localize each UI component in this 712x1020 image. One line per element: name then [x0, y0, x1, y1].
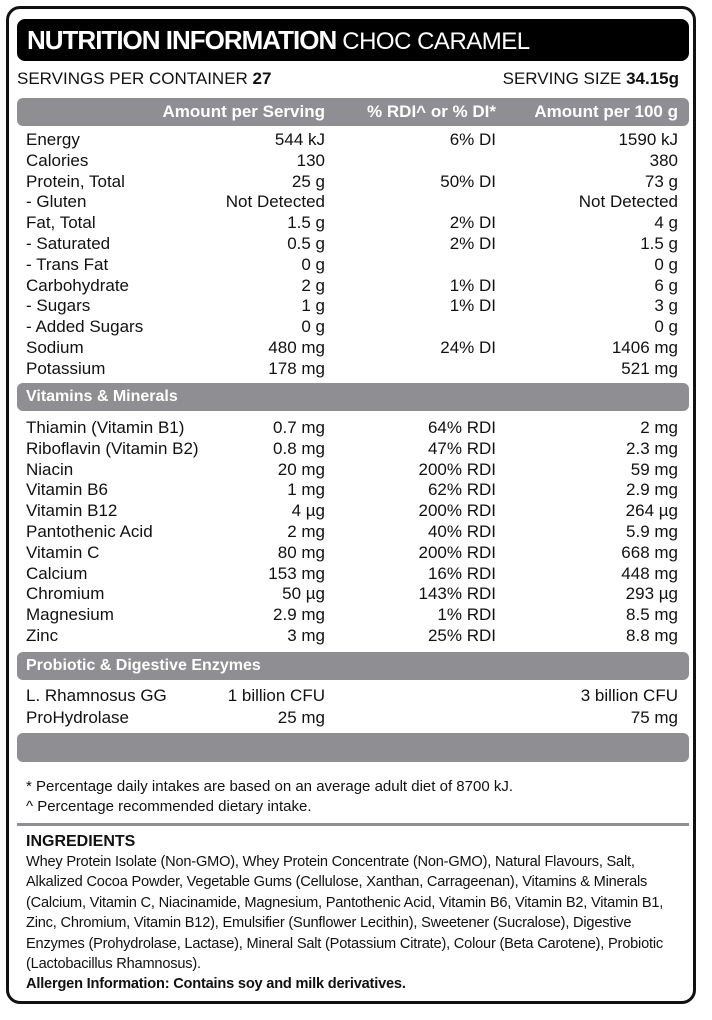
amount-per-100g: 4 g	[654, 213, 678, 233]
percent-rdi: 25% RDI	[427, 626, 496, 645]
amount-per-serving: 50 µg	[282, 584, 325, 604]
ingredients-block	[26, 832, 690, 994]
table-row	[17, 438, 689, 459]
amount-per-100g: 448 mg	[621, 563, 678, 583]
allergen-information: Allergen Information: Contains soy and milk derivatives.	[26, 976, 406, 993]
table-row	[17, 417, 689, 438]
table-row	[17, 295, 689, 316]
amount-per-serving: 0.5 g	[287, 234, 325, 253]
amount-per-serving: 1.5 g	[287, 213, 325, 233]
probiotic-section-header: Probiotic & Digestive Enzymes	[17, 652, 689, 680]
amount-per-serving: 0 g	[301, 254, 325, 274]
percent-rdi: 50% DI	[440, 171, 496, 191]
nutrient-name: - Added Sugars	[26, 317, 144, 337]
amount-per-serving: 25 mg	[277, 708, 325, 727]
nutrient-name: Fat, Total	[26, 213, 96, 233]
amount-per-serving: 480 mg	[268, 338, 325, 357]
amount-per-100g: 264 µg	[625, 501, 678, 521]
percent-rdi: 200% RDI	[418, 459, 496, 479]
percent-rdi: 2% DI	[449, 213, 496, 233]
nutrient-name: Riboflavin (Vitamin B2)	[26, 438, 199, 458]
nutrient-name: Sodium	[26, 338, 84, 357]
table-row	[17, 212, 689, 233]
nutrient-name: - Sugars	[26, 296, 91, 316]
title-bar	[17, 19, 689, 61]
percent-rdi: 62% RDI	[427, 480, 496, 500]
table-row	[17, 171, 689, 192]
amount-per-100g: Not Detected	[578, 192, 678, 212]
footnote-rdi: ^ Percentage recommended dietary intake.	[26, 798, 312, 815]
amount-per-serving: 25 g	[291, 171, 325, 191]
vitamins-section-header: Vitamins & Minerals	[17, 383, 689, 411]
flavour-name: CHOC CARAMEL	[342, 28, 530, 55]
table-row	[17, 358, 689, 379]
footnote-di: * Percentage daily intakes are based on an average adult diet of 8700 kJ.	[26, 778, 513, 795]
nutrient-name: ProHydrolase	[26, 708, 129, 727]
amount-per-serving: 4 µg	[291, 501, 325, 521]
amount-per-100g: 0 g	[654, 317, 678, 337]
column-header-per-serving: Amount per Serving	[162, 102, 325, 121]
amount-per-100g: 5.9 mg	[626, 522, 678, 541]
column-header-rdi: % RDI^ or % DI*	[367, 102, 496, 121]
nutrient-name: Niacin	[26, 459, 74, 479]
percent-rdi: 64% RDI	[427, 418, 496, 437]
column-header-per-100g: Amount per 100 g	[534, 102, 678, 121]
amount-per-100g: 521 mg	[621, 358, 678, 378]
table-row	[17, 542, 689, 563]
amount-per-serving: 2 mg	[287, 522, 325, 541]
amount-per-100g: 8.5 mg	[626, 605, 678, 625]
amount-per-serving: 1 g	[301, 296, 325, 316]
nutrient-name: - Saturated	[26, 234, 111, 253]
servings-row	[17, 69, 679, 91]
percent-rdi: 143% RDI	[418, 584, 496, 604]
nutrient-name: Calcium	[26, 563, 88, 583]
percent-rdi: 24% DI	[440, 338, 496, 357]
amount-per-100g: 1406 mg	[611, 338, 678, 357]
amount-per-serving: 80 mg	[277, 542, 325, 562]
nutrient-name: Magnesium	[26, 605, 114, 625]
nutrient-name: Zinc	[26, 626, 59, 645]
amount-per-serving: 1 mg	[287, 480, 325, 500]
nutrient-name: Potassium	[26, 358, 106, 378]
amount-per-serving: 130	[296, 150, 325, 170]
amount-per-serving: 0.8 mg	[273, 438, 325, 458]
nutrient-name: Energy	[26, 130, 80, 149]
amount-per-serving: 2.9 mg	[273, 605, 325, 625]
nutrient-name: Carbohydrate	[26, 275, 130, 295]
amount-per-100g: 8.8 mg	[626, 626, 678, 645]
nutrient-name: Pantothenic Acid	[26, 522, 153, 541]
percent-rdi: 2% DI	[449, 234, 496, 253]
amount-per-100g: 2.9 mg	[626, 480, 678, 500]
amount-per-100g: 59 mg	[630, 459, 678, 479]
nutrient-name: Vitamin C	[26, 542, 100, 562]
column-header-bar	[17, 98, 689, 126]
table-row	[17, 191, 689, 212]
percent-rdi: 47% RDI	[427, 438, 496, 458]
table-row	[17, 129, 689, 150]
table-row	[17, 685, 689, 706]
amount-per-serving: 178 mg	[268, 358, 325, 378]
divider	[17, 823, 689, 826]
serving-size-value: 34.15g	[626, 69, 679, 88]
servings-per-container	[17, 69, 271, 91]
amount-per-serving: 0.7 mg	[273, 418, 325, 437]
nutrient-name: Chromium	[26, 584, 105, 604]
amount-per-100g: 6 g	[654, 275, 678, 295]
nutrient-name: Calories	[26, 150, 89, 170]
table-row	[17, 625, 689, 646]
table-row	[17, 233, 689, 254]
amount-per-100g: 75 mg	[630, 708, 678, 727]
table-row	[17, 583, 689, 604]
table-row	[17, 459, 689, 480]
percent-rdi: 200% RDI	[418, 501, 496, 521]
amount-per-serving: 1 billion CFU	[227, 686, 325, 705]
nutrient-name: - Gluten	[26, 192, 87, 212]
table-row	[17, 479, 689, 500]
ingredients-text: Whey Protein Isolate (Non-GMO), Whey Protein Concentrate (Non-GMO), Natural Flavours, Salt, Alkalized Cocoa Powder, Vegetable Gums (Cellulose, Xanthan, Carrageenan), Vitamins & Minerals (Calcium, Vitamin C, Niacinamide, Magnesium, Pantothenic Acid, Vitamin B6, Vitamin B2, Vitamin B1, Zinc, Chromium, Vitamin B12), Emulsifier (Sunflower Lecithin), Sweetener (Sucralose), Digestive Enzymes (Prohydrolase, Lactase), Mineral Salt (Potassium Citrate), Colour (Beta Carotene), Probiotic (Lactobacillus Rhamnosus).	[26, 854, 664, 973]
amount-per-100g: 293 µg	[625, 584, 678, 604]
amount-per-100g: 2.3 mg	[626, 438, 678, 458]
ingredients-title: INGREDIENTS	[26, 833, 136, 850]
panel-title: NUTRITION INFORMATION	[27, 25, 337, 55]
amount-per-serving: 0 g	[301, 317, 325, 337]
table-row	[17, 150, 689, 171]
amount-per-serving: Not Detected	[225, 192, 325, 212]
table-row	[17, 563, 689, 584]
amount-per-serving: 153 mg	[268, 563, 325, 583]
table-row	[17, 521, 689, 542]
table-row	[17, 500, 689, 521]
footnotes	[26, 777, 686, 817]
amount-per-serving: 20 mg	[277, 459, 325, 479]
nutrient-name: Vitamin B6	[26, 480, 108, 500]
percent-rdi: 1% DI	[449, 296, 496, 316]
table-row	[17, 316, 689, 337]
percent-rdi: 1% DI	[449, 275, 496, 295]
table-row	[17, 707, 689, 728]
amount-per-100g: 73 g	[644, 171, 678, 191]
amount-per-100g: 380	[649, 150, 678, 170]
percent-rdi: 200% RDI	[418, 542, 496, 562]
nutrient-name: L. Rhamnosus GG	[26, 686, 167, 705]
table-row	[17, 604, 689, 625]
amount-per-serving: 2 g	[301, 275, 325, 295]
percent-rdi: 1% RDI	[437, 605, 496, 625]
nutrient-name: - Trans Fat	[26, 254, 109, 274]
table-row	[17, 275, 689, 296]
amount-per-100g: 3 g	[654, 296, 678, 316]
percent-rdi: 6% DI	[449, 130, 496, 149]
servings-per-container-value: 27	[252, 69, 272, 88]
servings-per-container-label: SERVINGS PER CONTAINER	[17, 69, 248, 88]
nutrient-name: Protein, Total	[26, 171, 125, 191]
amount-per-100g: 668 mg	[621, 542, 678, 562]
nutrient-name: Thiamin (Vitamin B1)	[26, 418, 185, 437]
amount-per-100g: 2 mg	[640, 418, 678, 437]
blank-grey-bar	[17, 733, 689, 762]
percent-rdi: 40% RDI	[427, 522, 496, 541]
amount-per-100g: 1590 kJ	[618, 130, 678, 149]
amount-per-100g: 0 g	[654, 254, 678, 274]
table-row	[17, 254, 689, 275]
amount-per-serving: 3 mg	[287, 626, 325, 645]
nutrient-name: Vitamin B12	[26, 501, 118, 521]
table-row	[17, 337, 689, 358]
serving-size	[503, 69, 679, 91]
serving-size-label: SERVING SIZE	[502, 69, 622, 88]
amount-per-100g: 3 billion CFU	[580, 686, 678, 705]
amount-per-serving: 544 kJ	[274, 130, 325, 149]
nutrition-panel	[6, 6, 696, 1004]
amount-per-100g: 1.5 g	[640, 234, 678, 253]
percent-rdi: 16% RDI	[427, 563, 496, 583]
